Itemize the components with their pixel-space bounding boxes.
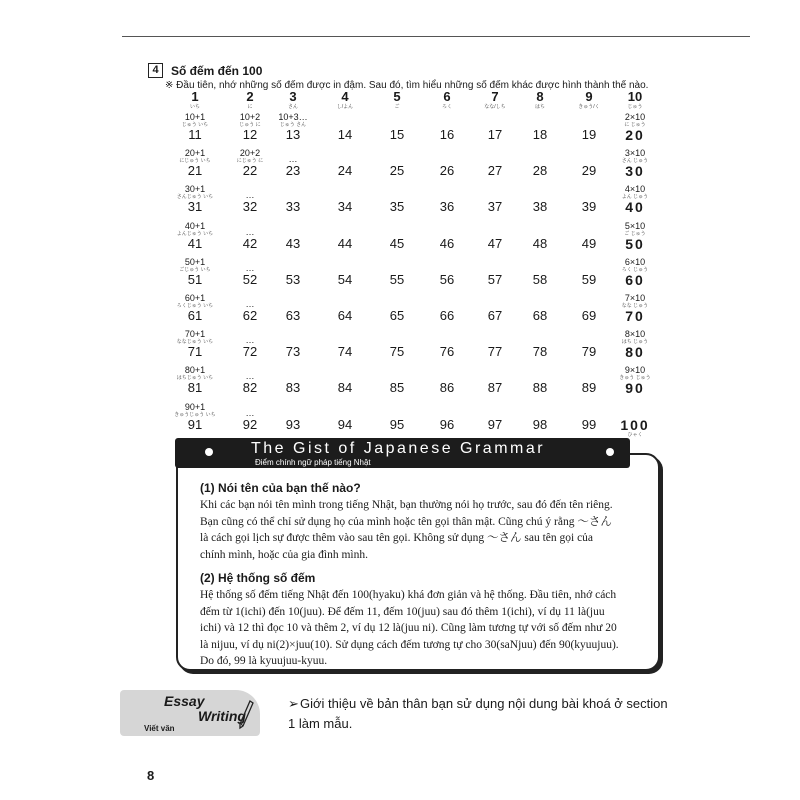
number-cell	[612, 184, 658, 214]
formula: 50+1	[184, 256, 206, 267]
number-cell	[612, 418, 658, 438]
furigana: さん じゅう	[621, 158, 649, 165]
number-value: 16	[439, 127, 455, 142]
arrow-bullet-icon: ➢	[288, 696, 299, 711]
formula: 90+1	[184, 401, 206, 412]
furigana: じゅう	[627, 104, 643, 110]
number-value: 6	[443, 89, 451, 104]
number-cell	[270, 154, 316, 178]
number-cell	[566, 345, 612, 359]
number-cell	[270, 112, 316, 142]
number-cell	[424, 128, 470, 142]
furigana: よん じゅう	[621, 194, 649, 201]
number-cell	[517, 128, 563, 142]
number-cell	[472, 345, 518, 359]
formula: 40+1	[184, 220, 206, 231]
gist-paragraph-1: Khi các bạn nói tên mình trong tiếng Nhật, bạn thường nói họ trước, sau đó đến tên riêng. Bạn cũng có thể chỉ sử dụng họ của mình hoặc tên gọi thân mật. Cũng chú ý rằng ～さん là cách gọi lịch sự được thêm vào sau tên gọi. Không sử dụng ～さん sau tên gọi của chính mình, hoặc của gia đình mình.	[200, 499, 613, 561]
banner-subtitle: Điểm chính ngữ pháp tiếng Nhật	[255, 458, 371, 467]
furigana: よんじゅう いち	[176, 230, 214, 237]
number-value: 3	[289, 89, 297, 104]
furigana: きゅう/く	[578, 104, 600, 110]
furigana: さん	[287, 104, 298, 110]
furigana: じゅう に	[239, 122, 261, 128]
furigana: さんじゅう いち	[176, 194, 214, 201]
number-value: 17	[487, 127, 503, 142]
number-cell	[612, 112, 658, 142]
number-cell-top	[227, 90, 273, 110]
number-value: 61	[187, 308, 203, 323]
number-value: 97	[487, 416, 503, 432]
number-cell	[472, 273, 518, 287]
furigana: はち	[534, 104, 545, 110]
essay-word: Essay	[164, 693, 205, 709]
number-cell	[472, 418, 518, 432]
number-cell	[517, 164, 563, 178]
number-cell	[566, 200, 612, 214]
number-cell-top	[424, 90, 470, 110]
number-cell	[424, 200, 470, 214]
number-value: 81	[187, 380, 203, 396]
number-cell-top	[172, 90, 218, 110]
number-cell	[517, 237, 563, 251]
number-value: 47	[487, 235, 503, 251]
furigana: ろくじゅう いち	[176, 303, 214, 309]
number-cell-top	[612, 90, 658, 110]
number-cell	[612, 148, 658, 178]
number-cell	[374, 200, 420, 214]
number-cell	[612, 221, 658, 251]
number-value: 18	[532, 127, 548, 142]
number-cell	[322, 418, 368, 432]
furigana: はち じゅう	[621, 339, 649, 346]
section-title: Số đếm đến 100	[171, 63, 263, 78]
number-cell	[227, 263, 273, 287]
number-value: 5	[393, 89, 401, 104]
number-value: 62	[242, 308, 258, 323]
section-note: ※ Đầu tiên, nhớ những số đếm được in đậm. Sau đó, tìm hiểu những số đếm khác được hình thành thế nào.	[165, 80, 649, 91]
formula: 9×10	[624, 365, 646, 376]
number-value: 38	[532, 199, 548, 215]
number-cell	[472, 381, 518, 395]
number-value: 83	[285, 380, 301, 396]
number-cell	[322, 345, 368, 359]
number-value: 19	[581, 127, 597, 142]
number-value: 55	[389, 271, 405, 287]
number-value: 85	[389, 380, 405, 396]
number-cell	[322, 273, 368, 287]
page-number: 8	[147, 768, 155, 783]
number-cell	[172, 112, 218, 142]
gist-box	[176, 453, 660, 671]
number-value: 14	[337, 127, 353, 142]
number-value: 48	[532, 235, 548, 251]
furigana: きゅうじゅう いち	[174, 411, 216, 418]
number-value: 82	[242, 380, 258, 396]
number-value: 91	[187, 416, 203, 432]
number-value: 50	[625, 235, 645, 252]
number-value: 7	[491, 89, 499, 104]
number-cell	[172, 402, 218, 432]
furigana: じゅう いち	[181, 122, 209, 128]
formula: …	[288, 154, 298, 165]
number-value: 27	[487, 163, 503, 179]
number-value: 84	[337, 380, 353, 396]
number-cell	[424, 309, 470, 323]
number-cell	[566, 237, 612, 251]
number-cell	[374, 418, 420, 432]
number-value: 89	[581, 380, 597, 396]
number-value: 10	[627, 89, 643, 104]
number-cell	[424, 237, 470, 251]
number-cell	[172, 365, 218, 395]
section-header	[148, 63, 262, 78]
number-cell	[322, 237, 368, 251]
number-cell	[172, 148, 218, 178]
number-cell	[374, 345, 420, 359]
number-cell	[566, 273, 612, 287]
number-cell	[472, 200, 518, 214]
furigana: ごじゅう いち	[179, 266, 211, 273]
formula: 60+1	[184, 293, 206, 303]
number-cell	[472, 164, 518, 178]
number-value: 78	[532, 344, 548, 360]
number-value: 22	[242, 163, 258, 179]
number-value: 75	[389, 344, 405, 360]
number-value: 34	[337, 199, 353, 215]
number-cell	[227, 148, 273, 178]
number-cell	[227, 371, 273, 395]
number-cell	[227, 299, 273, 323]
formula: 10+2	[239, 112, 261, 122]
number-value: 94	[337, 416, 353, 432]
furigana: ろく	[441, 104, 452, 110]
furigana: はちじゅう いち	[176, 375, 214, 382]
number-cell	[172, 221, 218, 251]
number-value: 41	[187, 235, 203, 251]
number-value: 66	[439, 308, 455, 323]
number-cell	[322, 381, 368, 395]
number-value: 51	[187, 271, 203, 287]
number-value: 96	[439, 416, 455, 432]
number-value: 79	[581, 344, 597, 360]
number-cell	[472, 128, 518, 142]
number-cell	[227, 112, 273, 142]
number-cell	[227, 408, 273, 432]
formula: 30+1	[184, 184, 206, 195]
number-cell	[172, 184, 218, 214]
number-value: 71	[187, 344, 203, 360]
number-cell	[374, 309, 420, 323]
formula: 6×10	[624, 256, 646, 267]
number-value: 28	[532, 163, 548, 179]
writing-word: Writing	[198, 708, 246, 724]
furigana: し/よん	[336, 104, 354, 110]
number-value: 68	[532, 308, 548, 323]
number-cell	[227, 335, 273, 359]
number-cell	[424, 164, 470, 178]
number-value: 88	[532, 380, 548, 396]
number-value: 56	[439, 271, 455, 287]
number-cell	[612, 257, 658, 287]
number-cell	[227, 190, 273, 214]
number-cell	[566, 381, 612, 395]
number-cell	[374, 164, 420, 178]
number-value: 26	[439, 163, 455, 179]
number-cell	[424, 273, 470, 287]
furigana: にじゅう いち	[179, 158, 211, 165]
number-cell	[322, 128, 368, 142]
number-value: 30	[625, 163, 645, 180]
number-cell	[172, 257, 218, 287]
number-cell	[566, 309, 612, 323]
number-cell	[424, 345, 470, 359]
formula: 10+3…	[278, 112, 308, 122]
number-cell	[517, 345, 563, 359]
number-value: 11	[188, 127, 202, 142]
number-table	[165, 89, 651, 438]
furigana: に	[247, 104, 253, 110]
number-value: 31	[187, 199, 203, 215]
number-value: 65	[389, 308, 405, 323]
number-value: 98	[532, 416, 548, 432]
number-value: 59	[581, 271, 597, 287]
furigana: いち	[189, 104, 200, 110]
formula: 3×10	[624, 148, 646, 159]
number-value: 44	[337, 235, 353, 251]
number-value: 53	[285, 271, 301, 287]
formula: 4×10	[624, 184, 646, 195]
number-value: 77	[487, 344, 503, 360]
gist-banner	[175, 438, 630, 468]
number-value: 93	[285, 416, 301, 432]
number-value: 63	[285, 308, 301, 323]
formula: …	[245, 299, 255, 309]
furigana: ひゃく	[627, 431, 643, 438]
formula: …	[245, 226, 255, 237]
number-cell	[374, 273, 420, 287]
number-value: 39	[581, 199, 597, 215]
number-cell	[472, 237, 518, 251]
essay-subtitle: Viết văn	[144, 724, 175, 733]
number-value: 21	[187, 163, 203, 179]
number-value: 20	[625, 127, 645, 143]
number-value: 40	[625, 199, 645, 216]
formula: 7×10	[624, 293, 646, 303]
number-cell	[270, 273, 316, 287]
furigana: ご	[394, 104, 400, 110]
formula: 70+1	[184, 329, 206, 340]
formula: 20+1	[184, 148, 206, 159]
number-cell	[172, 293, 218, 323]
number-value: 49	[581, 235, 597, 251]
number-cell	[517, 381, 563, 395]
formula: …	[245, 407, 255, 418]
number-value: 76	[439, 344, 455, 360]
number-value: 57	[487, 271, 503, 287]
number-value: 72	[242, 344, 258, 360]
number-cell	[270, 345, 316, 359]
formula: 10+1	[184, 112, 206, 122]
number-cell	[322, 164, 368, 178]
number-cell	[517, 273, 563, 287]
pencil-icon	[238, 700, 254, 730]
furigana: ななじゅう いち	[176, 339, 214, 346]
furigana: に じゅう	[624, 122, 646, 128]
number-cell	[322, 309, 368, 323]
number-value: 37	[487, 199, 503, 215]
number-cell	[374, 381, 420, 395]
number-cell	[566, 164, 612, 178]
number-value: 45	[389, 235, 405, 251]
number-value: 9	[585, 89, 593, 104]
number-value: 35	[389, 199, 405, 215]
formula: …	[245, 262, 255, 273]
number-value: 23	[285, 163, 301, 179]
formula: …	[245, 371, 255, 382]
number-cell-top	[270, 90, 316, 110]
number-value: 69	[581, 308, 597, 323]
number-cell-top	[374, 90, 420, 110]
number-cell	[517, 418, 563, 432]
number-value: 87	[487, 380, 503, 396]
number-value: 73	[285, 344, 301, 360]
number-value: 99	[581, 416, 597, 432]
gist-subtitle-2: (2) Hệ thống số đếm	[200, 571, 316, 585]
banner-dot-left-icon	[205, 448, 213, 456]
number-value: 80	[625, 344, 645, 361]
number-cell	[374, 237, 420, 251]
gist-subtitle-1: (1) Nói tên của bạn thế nào?	[200, 481, 361, 495]
number-cell	[517, 309, 563, 323]
number-value: 67	[487, 308, 503, 323]
essay-instruction-text: Giới thiệu về bản thân bạn sử dụng nội dung bài khoá ở section 1 làm mẫu.	[288, 696, 668, 731]
number-value: 33	[285, 199, 301, 215]
section-number-box: 4	[148, 63, 163, 78]
essay-writing-tag	[120, 690, 260, 736]
number-value: 46	[439, 235, 455, 251]
furigana: じゅう さん	[279, 122, 307, 128]
number-value: 4	[341, 89, 349, 104]
number-cell	[270, 418, 316, 432]
number-cell	[517, 200, 563, 214]
furigana: きゅう じゅう	[619, 375, 651, 382]
number-value: 36	[439, 199, 455, 215]
number-cell	[612, 293, 658, 323]
formula: 2×10	[624, 112, 646, 122]
number-value: 2	[246, 89, 254, 104]
furigana: ろく じゅう	[621, 266, 649, 273]
number-value: 15	[389, 127, 405, 142]
gist-content	[200, 481, 620, 678]
formula: 80+1	[184, 365, 206, 376]
number-cell	[322, 200, 368, 214]
number-cell	[424, 381, 470, 395]
number-value: 43	[285, 235, 301, 251]
number-value: 64	[337, 308, 353, 323]
number-value: 42	[242, 235, 258, 251]
number-value: 24	[337, 163, 353, 179]
number-value: 86	[439, 380, 455, 396]
essay-instruction	[288, 694, 668, 734]
gist-paragraph-2: Hệ thống số đếm tiếng Nhật đến 100(hyaku) khá đơn giản và hệ thống. Đầu tiên, nhớ cách đếm từ 1(ichi) đến 10(juu). Để đếm 11, đếm 10(juu) sau đó thêm 1(ichi), ví dụ 11 là(juu ichi) và 12 thì đọc 10 và thêm 2, ví dụ 12 là(juu ni). Cũng làm tương tự với số đếm như 20 là nijuu, ví dụ ni(2)×juu(10). Sử dụng cách đếm tương tự cho 30(saNjuu) đến 90(kyuujuu). Do đó, 99 là kyuujuu-kyuu.	[200, 589, 619, 667]
furigana: なな/しち	[484, 104, 506, 110]
number-value: 92	[242, 416, 258, 432]
number-value: 1	[191, 89, 199, 104]
number-cell-top	[322, 90, 368, 110]
number-cell	[424, 418, 470, 432]
number-cell	[172, 329, 218, 359]
number-cell	[566, 418, 612, 432]
top-rule	[122, 36, 750, 37]
number-cell	[270, 237, 316, 251]
number-cell-top	[517, 90, 563, 110]
number-value: 60	[625, 271, 645, 288]
number-value: 25	[389, 163, 405, 179]
number-value: 8	[536, 89, 544, 104]
number-value: 29	[581, 163, 597, 179]
number-value: 90	[625, 380, 645, 397]
formula: 5×10	[624, 220, 646, 231]
furigana: なな じゅう	[621, 303, 649, 309]
number-cell	[566, 128, 612, 142]
number-value: 58	[532, 271, 548, 287]
number-cell	[472, 309, 518, 323]
number-value: 70	[625, 308, 645, 324]
number-value: 95	[389, 416, 405, 432]
number-cell	[227, 227, 273, 251]
number-cell	[612, 329, 658, 359]
number-value: 52	[242, 271, 258, 287]
furigana: ご じゅう	[624, 230, 646, 237]
number-cell	[270, 381, 316, 395]
banner-dot-right-icon	[606, 448, 614, 456]
formula: 8×10	[624, 329, 646, 340]
furigana: にじゅう に	[236, 158, 264, 165]
number-value: 12	[242, 127, 258, 142]
banner-title: The Gist of Japanese Grammar	[251, 440, 546, 457]
number-cell-top	[472, 90, 518, 110]
number-value: 32	[242, 199, 258, 215]
formula: …	[245, 335, 255, 346]
number-value: 100	[620, 416, 650, 433]
formula: …	[245, 190, 255, 201]
number-value: 74	[337, 344, 353, 360]
number-cell	[374, 128, 420, 142]
formula: 20+2	[239, 148, 261, 159]
number-cell-top	[566, 90, 612, 110]
number-cell	[612, 365, 658, 395]
number-value: 13	[285, 127, 301, 142]
number-cell	[270, 200, 316, 214]
number-cell	[270, 309, 316, 323]
number-value: 54	[337, 271, 353, 287]
